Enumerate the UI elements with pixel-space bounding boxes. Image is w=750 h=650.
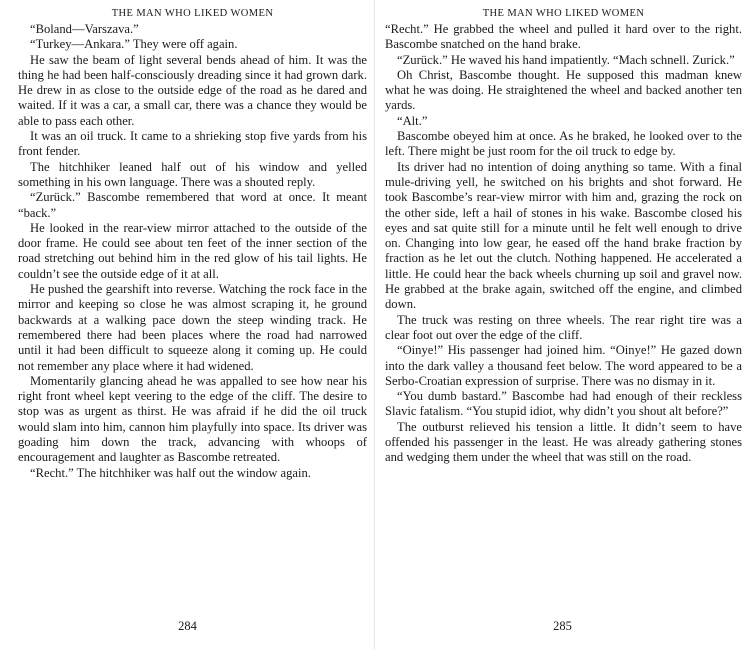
- paragraph: “Zurück.” Bascombe remembered that word at once. It meant “back.”: [18, 190, 367, 220]
- paragraph: “Zurück.” He waved his hand impatiently. “Mach schnell. Zurick.”: [397, 52, 735, 67]
- paragraph: Momentarily glancing ahead he was appalled to see how near his right front wheel kept veering to the edge of the cliff. The desire to stop was as urgent as thirst. He was afraid if he did the oil truck would slam into him, cannon him playfully into space. Its driver was goading him down the track, advancing with whoops of encouragement and laughter as Bascombe retreated.: [18, 373, 367, 465]
- paragraph: He saw the beam of light several bends ahead of him. It was the thing he had been half-consciously dreading since it had grown dark. He drew in as close to the outside edge of the road as he dared and waited. If it was a car, a small car, there was a chance they would be able to pass each other.: [18, 52, 367, 128]
- paragraph: “Alt.”: [397, 113, 428, 128]
- paragraph: Oh Christ, Bascombe thought. He supposed this madman knew what he was doing. He straightened the wheel and backed another ten yards.: [385, 67, 742, 113]
- paragraph: “Oinye!” His passenger had joined him. “Oinye!” He gazed down into the dark valley a thousand feet below. The word appeared to be a Serbo-Croatian expression of surprise. There was no dismay in it.: [385, 343, 742, 388]
- paragraph: The outburst relieved his tension a little. It didn’t seem to have offended his passenger in the least. He was already gathering stones and wedging them under the wheel that was still on the road.: [385, 419, 742, 465]
- running-head: THE MAN WHO LIKED WOMEN: [111, 8, 274, 19]
- page-body: [385, 22, 742, 466]
- paragraph: “You dumb bastard.” Bascombe had had enough of their reckless Slavic fatalism. “You stupid idiot, why didn’t you shout alt before?”: [385, 389, 742, 419]
- paragraph: “Turkey—Ankara.” They were off again.: [30, 37, 238, 52]
- paragraph: He pushed the gearshift into reverse. Watching the rock face in the mirror and keeping so close he was almost scraping it, he ground backwards at a walking pace down the steep winding track. He remembered there had been places where the road had narrowed until it had been difficult to squeeze along it coming up. He could not remember any place where it had widened.: [18, 282, 367, 373]
- paragraph: The truck was resting on three wheels. The rear right tire was a clear foot out over the edge of the cliff.: [385, 312, 742, 342]
- paragraph: Bascombe obeyed him at once. As he braked, he looked over to the left. There might be just room for the oil truck to edge by.: [385, 129, 742, 159]
- running-head: THE MAN WHO LIKED WOMEN: [482, 8, 645, 19]
- paragraph: It was an oil truck. It came to a shrieking stop five yards from his front fender.: [18, 129, 367, 159]
- page-number: 285: [553, 619, 572, 633]
- paragraph: The hitchhiker leaned half out of his window and yelled something in his own language. There was a shouted reply.: [18, 159, 367, 189]
- page-body: [18, 22, 367, 481]
- paragraph: “Recht.” He grabbed the wheel and pulled it hard over to the right. Bascombe snatched on the hand brake.: [385, 22, 742, 52]
- paragraph: “Boland—Varszava.”: [30, 22, 139, 36]
- page-number: 284: [178, 619, 197, 633]
- paragraph: He looked in the rear-view mirror attached to the outside of the door frame. He could see about ten feet of the inner section of the road stretching out behind him in the red glow of his tail lights. He couldn’t see the outside edge of it at all.: [18, 220, 367, 281]
- paragraph: Its driver had no intention of doing anything so tame. With a final mule-driving yell, he switched on his brights and shot forward. He took Bascombe’s rear-view mirror with him and, grazing the rock on the other side, left a hail of stones in his wake. Bascombe closed his eyes and sat quite still for a minute until he felt well enough to drive on. Changing into low gear, he eased off the hand brake fraction by fraction as he let out the clutch. Nothing happened. He accelerated a little. He could hear the back wheels churning up soil and gravel now. He grabbed at the brake again, switched off the engine, and climbed down.: [385, 159, 742, 312]
- right-page: [375, 0, 750, 650]
- paragraph: “Recht.” The hitchhiker was half out the window again.: [30, 465, 311, 480]
